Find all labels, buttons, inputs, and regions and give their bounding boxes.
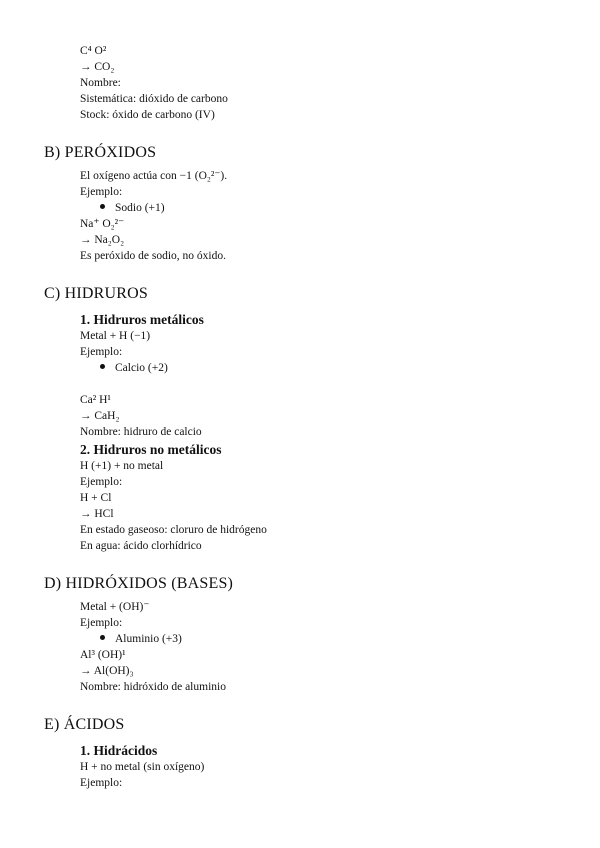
formula-result: → CO₂	[80, 61, 115, 73]
sistematica-name: Sistemática: dióxido de carbono	[80, 93, 228, 105]
peroxidos-formula-oxidation: Na⁺ O₂²⁻	[80, 218, 125, 230]
peroxidos-formula-result: → Na₂O₂	[80, 234, 125, 246]
section-heading-acidos: E) ÁCIDOS	[44, 716, 125, 733]
hidruros-formula-result: → CaH₂	[80, 410, 120, 422]
bullet-text: Aluminio (+3)	[115, 633, 182, 645]
bullet-dot-icon	[100, 204, 105, 209]
peroxidos-note: Es peróxido de sodio, no óxido.	[80, 250, 226, 262]
hidruros-bullet-item	[100, 361, 168, 376]
section-heading-peroxidos: B) PERÓXIDOS	[44, 144, 157, 161]
peroxidos-bullet-item	[100, 201, 165, 216]
hidroxidos-bullet-item	[100, 632, 182, 647]
bullet-text: Sodio (+1)	[115, 202, 165, 214]
hidruros-no-metalicos-rule: H (+1) + no metal	[80, 460, 164, 472]
hidruros-metalicos-ejemplo: Ejemplo:	[80, 346, 123, 358]
nombre-label: Nombre:	[80, 77, 121, 89]
stock-name: Stock: óxido de carbono (IV)	[80, 109, 215, 121]
hidruros-no-metalicos-ejemplo: Ejemplo:	[80, 476, 123, 488]
bullet-dot-icon	[100, 635, 105, 640]
peroxidos-ejemplo: Ejemplo:	[80, 186, 123, 198]
formula-oxidation-states: C⁴ O²	[80, 45, 107, 57]
hidroxidos-formula-result: → Al(OH)₃	[80, 665, 134, 677]
bullet-text: Calcio (+2)	[115, 362, 168, 374]
hidruros-formula-oxidation: Ca² H¹	[80, 394, 111, 406]
hidruros-gas-name: En estado gaseoso: cloruro de hidrógeno	[80, 524, 267, 536]
subheading-hidruros-no-metalicos: 2. Hidruros no metálicos	[80, 442, 222, 457]
hidruros-no-metalicos-formula: H + Cl	[80, 492, 112, 504]
bullet-dot-icon	[100, 364, 105, 369]
subheading-hidruros-metalicos: 1. Hidruros metálicos	[80, 312, 204, 327]
hidroxidos-rule: Metal + (OH)⁻	[80, 601, 150, 613]
subheading-hidracidos: 1. Hidrácidos	[80, 743, 158, 758]
hidruros-no-metalicos-result: → HCl	[80, 508, 114, 520]
peroxidos-rule: El oxígeno actúa con −1 (O₂²⁻).	[80, 170, 228, 182]
hidroxidos-nombre: Nombre: hidróxido de aluminio	[80, 681, 226, 693]
section-heading-hidroxidos: D) HIDRÓXIDOS (BASES)	[44, 575, 234, 592]
hidracidos-rule: H + no metal (sin oxígeno)	[80, 761, 205, 773]
hidroxidos-ejemplo: Ejemplo:	[80, 617, 123, 629]
hidruros-metalicos-rule: Metal + H (−1)	[80, 330, 151, 342]
hidruros-agua-name: En agua: ácido clorhídrico	[80, 540, 202, 552]
section-heading-hidruros: C) HIDRUROS	[44, 285, 148, 302]
hidroxidos-formula-oxidation: Al³ (OH)¹	[80, 649, 126, 661]
hidruros-nombre: Nombre: hidruro de calcio	[80, 426, 202, 438]
hidracidos-ejemplo: Ejemplo:	[80, 777, 123, 789]
